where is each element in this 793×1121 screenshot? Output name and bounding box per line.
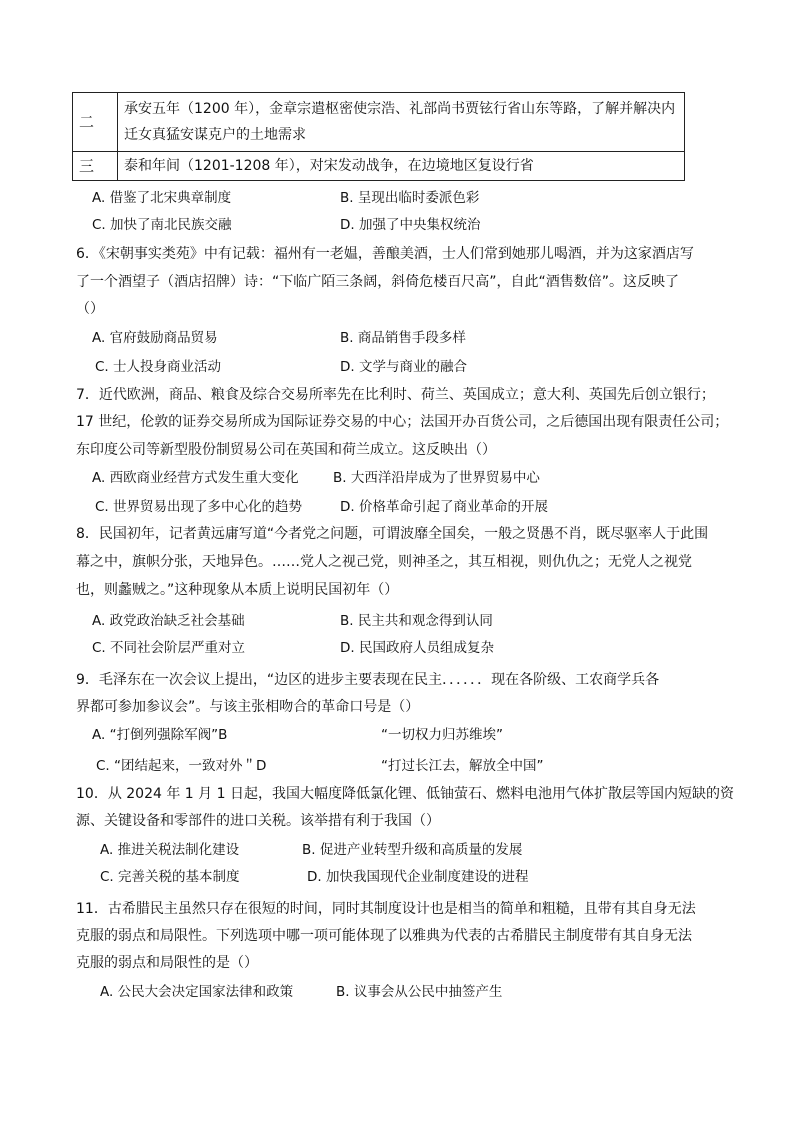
q6-stem-line: 6．《宋朝事实类苑》中有记载：福州有一老媪，善酿美酒，士人们常到她那儿喝酒，并为这家酒店写 [76, 246, 694, 262]
row-number: 三 [73, 152, 118, 181]
row-content: 泰和年间（1201-1208 年），对宋发动战争，在边境地区复设行省 [118, 152, 685, 181]
q7-stem-line: 东印度公司等新型股份制贸易公司在英国和荷兰成立。这反映出（） [76, 442, 496, 458]
q11-stem-line: 克服的弱点和局限性的是（） [76, 955, 258, 971]
q6-option-c[interactable]: C. 士人投身商业活动 [95, 359, 222, 375]
q10-option-c[interactable]: C. 完善关税的基本制度 [100, 869, 240, 885]
q9-stem-line: 界都可参加参议会”。与该主张相吻合的革命口号是（） [76, 699, 420, 715]
reform-table [72, 92, 685, 181]
q9-stem-line: 9．毛泽东在一次会议上提出，“边区的进步主要表现在民主．．．．．．现在各阶级、工农商学兵各 [76, 672, 660, 688]
q7-option-c[interactable]: C. 世界贸易出现了多中心化的趋势 [95, 499, 303, 515]
q8-option-b[interactable]: B. 民主共和观念得到认同 [340, 613, 493, 629]
q6-stem-line: （） [76, 301, 104, 317]
q8-option-d[interactable]: D. 民国政府人员组成复杂 [340, 640, 494, 656]
q8-option-a[interactable]: A. 政党政治缺乏社会基础 [92, 613, 245, 629]
q5-option-b[interactable]: B. 呈现出临时委派色彩 [340, 190, 480, 206]
q8-stem-line: 也，则蠡贼之。”这种现象从本质上说明民国初年（） [76, 582, 399, 598]
row-text-line: 迁女真猛安谋克户的土地需求 [124, 127, 306, 143]
q10-stem-line: 10．从 2024 年 1 月 1 日起，我国大幅度降低氯化锂、低铀萤石、燃料电池用气体扩散层等国内短缺的资 [76, 786, 734, 802]
q6-option-a[interactable]: A. 官府鼓励商品贸易 [92, 330, 218, 346]
q7-option-b[interactable]: B. 大西洋沿岸成为了世界贸易中心 [333, 470, 540, 486]
q9-option-d[interactable]: “打过长江去，解放全中国” [381, 758, 544, 774]
q8-stem-line: 8．民国初年，记者黄远庸写道“今者党之问题，可谓波靡全国矣，一般之贤愚不肖，既尽驱率人于此围 [76, 526, 709, 542]
q9-option-c[interactable]: C. “团结起来，一致对外＂D [96, 758, 267, 774]
row-text-line: 承安五年（1200 年），金章宗遣枢密使宗浩、礼部尚书贾铉行省山东等路，了解并解决内 [124, 101, 676, 117]
table-row [73, 93, 685, 152]
q7-option-a[interactable]: A. 西欧商业经营方式发生重大变化 [92, 470, 299, 486]
q5-option-a[interactable]: A. 借鉴了北宋典章制度 [92, 190, 232, 206]
q10-stem-line: 源、关键设备和零部件的进口关税。该举措有利于我国（） [76, 813, 440, 829]
q10-option-d[interactable]: D. 加快我国现代企业制度建设的进程 [307, 869, 529, 885]
row-number: 二 [73, 93, 118, 152]
q8-option-c[interactable]: C. 不同社会阶层严重对立 [92, 640, 246, 656]
row-content [118, 93, 685, 152]
q7-option-d[interactable]: D. 价格革命引起了商业革命的开展 [340, 499, 548, 515]
q10-option-a[interactable]: A. 推进关税法制化建设 [100, 842, 240, 858]
table-row [73, 152, 685, 181]
q11-option-b[interactable]: B. 议事会从公民中抽签产生 [336, 984, 503, 1000]
q10-option-b[interactable]: B. 促进产业转型升级和高质量的发展 [302, 842, 523, 858]
q7-stem-line: 7．近代欧洲，商品、粮食及综合交易所率先在比利时、荷兰、英国成立；意大利、英国先后创立银行； [76, 387, 715, 403]
q6-option-b[interactable]: B. 商品销售手段多样 [340, 330, 466, 346]
q6-option-d[interactable]: D. 文学与商业的融合 [340, 359, 467, 375]
q11-stem-line: 克服的弱点和局限性。下列选项中哪一项可能体现了以雅典为代表的古希腊民主制度带有其自身无法 [76, 928, 692, 944]
q5-option-d[interactable]: D. 加强了中央集权统治 [340, 217, 481, 233]
q9-option-a[interactable]: A. “打倒列强除军阀”B [92, 727, 228, 743]
q11-stem-line: 11．古希腊民主虽然只存在很短的时间，同时其制度设计也是相当的简单和粗糙，且带有其自身无法 [76, 901, 696, 917]
q11-option-a[interactable]: A. 公民大会决定国家法律和政策 [100, 984, 294, 1000]
q8-stem-line: 幕之中，旗帜分张，天地异色。……党人之视己党，则神圣之，其互相视，则仇仇之；无党人之视党 [76, 554, 692, 570]
q5-option-c[interactable]: C. 加快了南北民族交融 [92, 217, 232, 233]
q6-stem-line: 了一个酒望子（酒店招牌）诗：“下临广陌三条阔，斜倚危楼百尺高”，自此“酒售数倍”。这反映了 [76, 274, 680, 290]
q9-option-b[interactable]: “一切权力归苏维埃” [381, 727, 503, 743]
q7-stem-line: 17 世纪，伦敦的证券交易所成为国际证券交易的中心；法国开办百货公司，之后德国出现有限责任公司； [76, 414, 729, 430]
